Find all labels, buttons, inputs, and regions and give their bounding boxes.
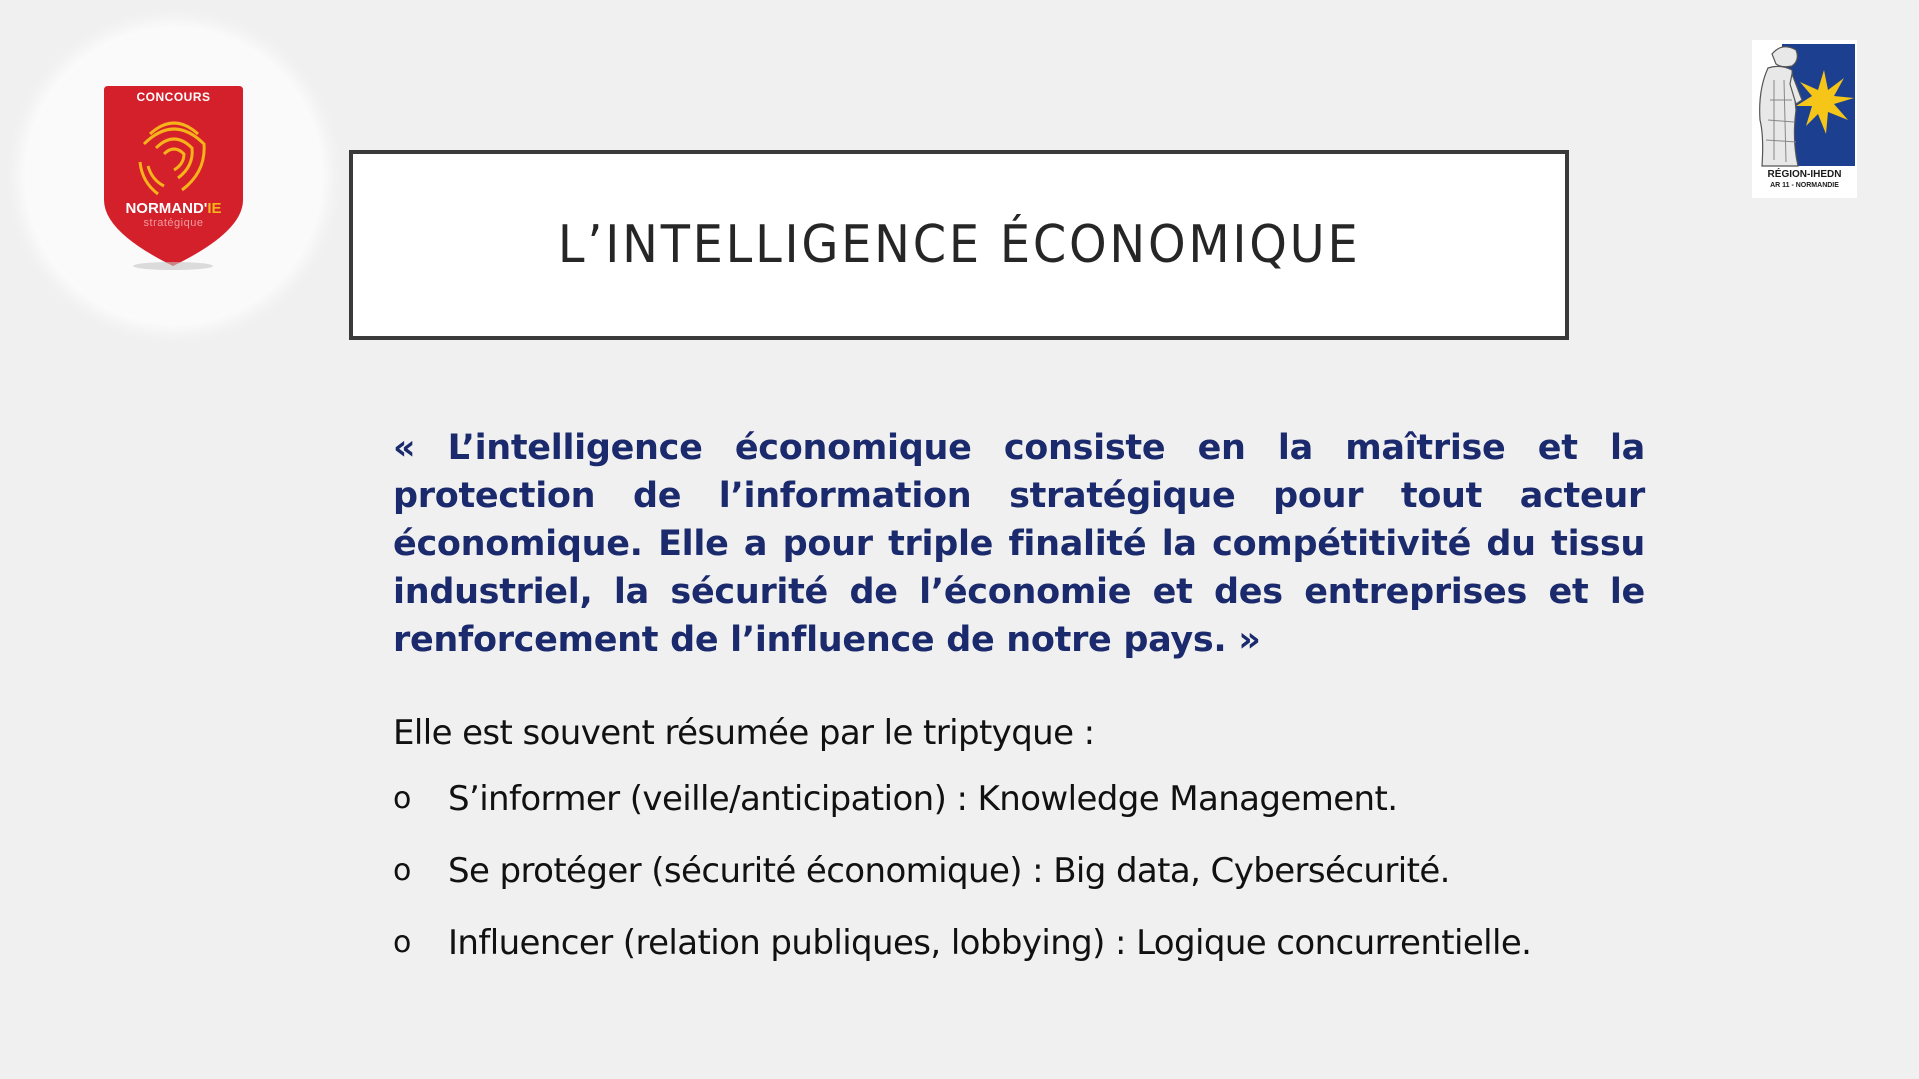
page-title: L’INTELLIGENCE ÉCONOMIQUE — [557, 215, 1361, 275]
list-item-text: Influencer (relation publiques, lobbying) : Logique concurrentielle. — [448, 923, 1532, 963]
list-item — [393, 921, 1531, 993]
logo-name — [102, 200, 245, 217]
bullet-circle-icon: o — [393, 853, 411, 888]
title-box — [349, 150, 1569, 340]
list-item-text: Se protéger (sécurité économique) : Big data, Cybersécurité. — [448, 851, 1450, 891]
intro-text: Elle est souvent résumée par le triptyque : — [393, 713, 1095, 753]
right-logo-line1: RÉGION-IHEDN — [1767, 169, 1842, 180]
region-ihedn-logo — [1752, 40, 1857, 198]
list-item-text: S’informer (veille/anticipation) : Knowledge Management. — [448, 779, 1398, 819]
logo-top-text: CONCOURS — [136, 90, 211, 104]
logo-name-part1: NORMAND' — [125, 200, 208, 217]
list-item — [393, 849, 1531, 921]
concours-normandie-logo — [102, 82, 245, 270]
list-item — [393, 777, 1531, 849]
logo-name-part2: IE — [207, 200, 222, 217]
shield-icon — [102, 82, 245, 270]
triptyque-list — [393, 777, 1531, 993]
definition-quote: « L’intelligence économique consiste en la maîtrise et la protection de l’information stratégique pour tout acteur économique. Elle a pour triple finalité la compétitivité du tissu industriel, la sécurité de l’économie et des entreprises et le renforcement de l’influence de notre pays. » — [393, 428, 1645, 660]
bullet-circle-icon: o — [393, 925, 411, 960]
right-logo-line2: AR 11 - NORMANDIE — [1770, 182, 1839, 189]
bullet-circle-icon: o — [393, 781, 411, 816]
logo-subtitle: stratégique — [143, 217, 204, 229]
